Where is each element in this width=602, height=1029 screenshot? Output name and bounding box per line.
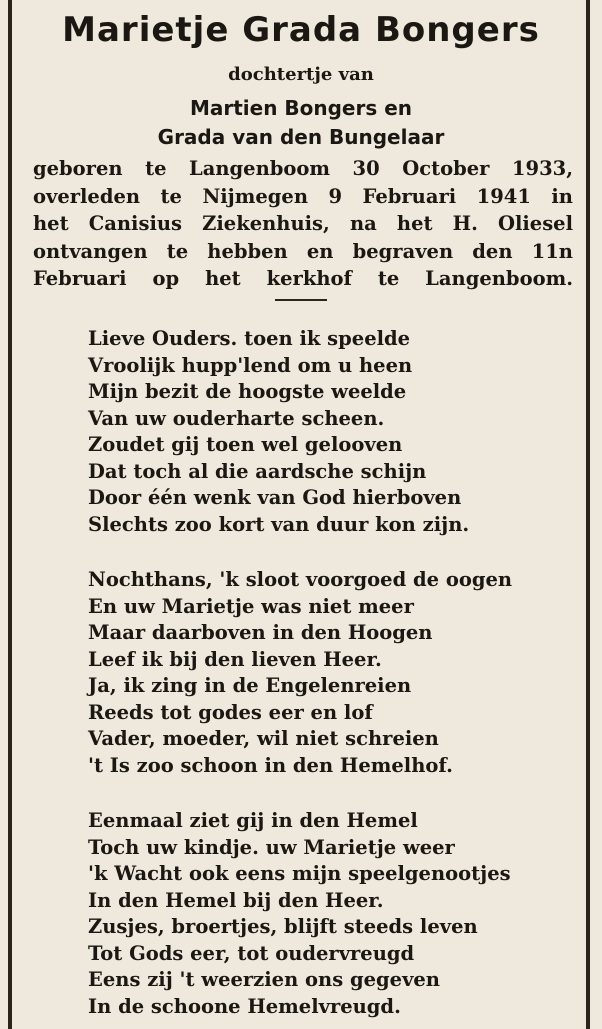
poem-line: Zoudet gij toen wel gelooven: [88, 433, 403, 456]
poem-line: Slechts zoo kort van duur kon zijn.: [88, 512, 470, 536]
poem-stanza-2: [88, 567, 588, 779]
poem-line: Nochthans, 'k sloot voorgoed de oogen: [88, 568, 513, 591]
biography-line: het Canisius Ziekenhuis, na het H. Oliesel: [33, 212, 573, 235]
poem-line: 't Is zoo schoon in den Hemelhof.: [88, 753, 453, 777]
biography-line: overleden te Nijmegen 9 Februari 1941 in: [33, 184, 573, 208]
poem-line: In de schoone Hemelvreugd.: [88, 994, 401, 1018]
divider: [275, 299, 327, 301]
card-title: Marietje Grada Bongers: [62, 10, 540, 50]
poem-line: Vroolijk hupp'lend om u heen: [88, 353, 413, 377]
parents-block: [0, 94, 602, 152]
biography-line: geboren te Langenboom 30 October 1933,: [33, 157, 573, 180]
poem-line: Door één wenk van God hierboven: [88, 486, 462, 509]
poem-line: Zusjes, broertjes, blijft steeds leven: [88, 915, 478, 938]
poem-line: Reeds tot godes eer en lof: [88, 700, 373, 724]
left-border: [8, 0, 12, 1029]
poem-line: Dat toch al die aardsche schijn: [88, 459, 427, 483]
poem-line: Mijn bezit de hoogste weelde: [88, 380, 407, 403]
poem-stanza-3: [88, 808, 588, 1020]
parent-line: Grada van den Bungelaar: [157, 125, 445, 149]
poem-line: Lieve Ouders. toen ik speelde: [88, 327, 411, 350]
biography-line: Februari op het kerkhof te Langenboom.: [33, 267, 573, 290]
poem-line: Eenmaal ziet gij in den Hemel: [88, 809, 418, 832]
poem-line: Maar daarboven in den Hoogen: [88, 621, 433, 644]
poem-line: En uw Marietje was niet meer: [88, 594, 414, 618]
poem-line: Eens zij 't weerzien ons gegeven: [88, 968, 440, 991]
biography-line: ontvangen te hebben en begraven den 11n: [33, 239, 573, 263]
subtitle: dochtertje van: [228, 64, 374, 85]
poem-line: In den Hemel bij den Heer.: [88, 888, 384, 912]
poem-line: Toch uw kindje. uw Marietje weer: [88, 835, 455, 859]
poem-line: Ja, ik zing in de Engelenreien: [88, 674, 412, 697]
poem-line: Van uw ouderharte scheen.: [88, 406, 385, 430]
biography-paragraph: [33, 155, 573, 293]
poem-line: Tot Gods eer, tot oudervreugd: [88, 941, 415, 965]
parent-line: Martien Bongers en: [189, 96, 413, 120]
poem-stanza-1: [88, 326, 588, 538]
poem-line: 'k Wacht ook eens mijn speelgenootjes: [88, 862, 511, 885]
poem-line: Leef ik bij den lieven Heer.: [88, 647, 382, 671]
poem-line: Vader, moeder, wil niet schreien: [88, 727, 439, 750]
